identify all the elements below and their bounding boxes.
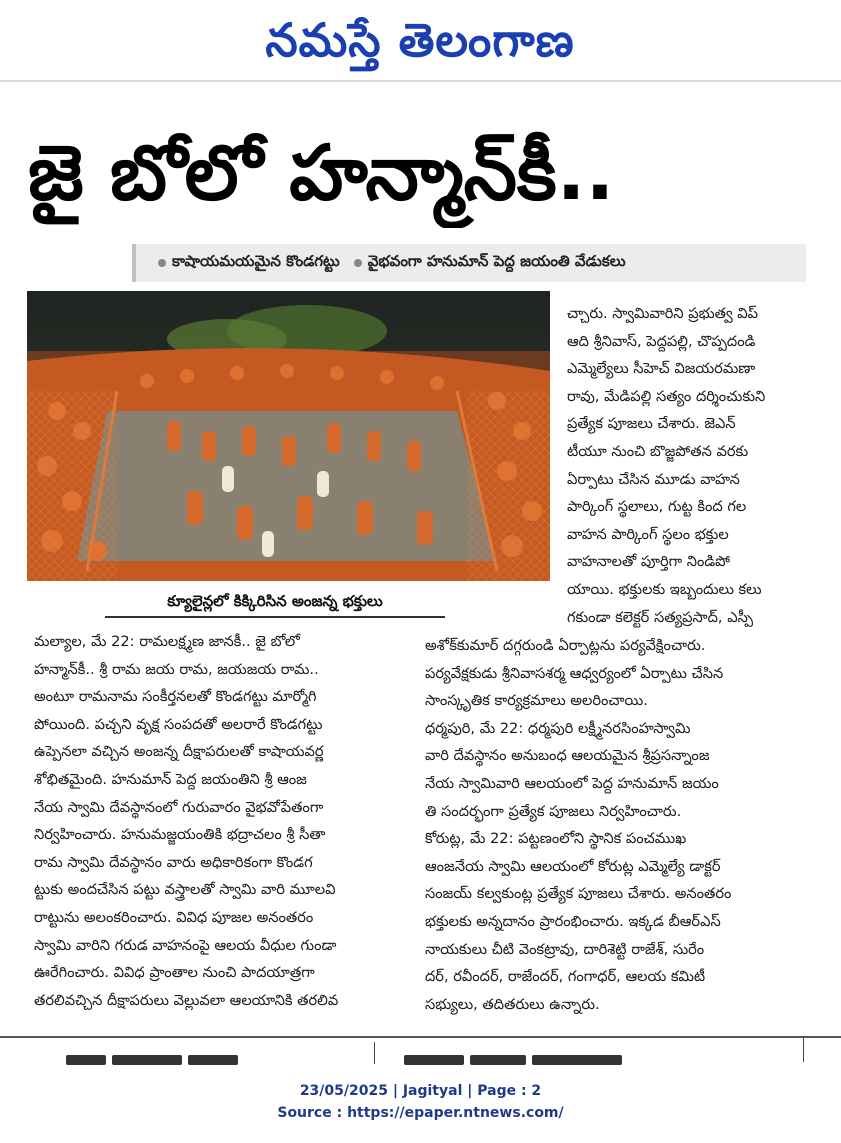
subhead-item: వైభవంగా హనుమాన్ పెద్ద జయంతి వేడుకలు: [367, 252, 626, 270]
article-line: హన్మాన్‌కీ.. శ్రీ రామ జయ రామ, జయజయ రామ..: [34, 660, 319, 678]
next-article-teaser: [404, 1050, 642, 1072]
article-line: వాహనాలతో పూర్తిగా నిండిపో: [567, 553, 730, 571]
news-photo: [27, 291, 550, 581]
bullet-icon: [354, 259, 362, 267]
article-line: పోయింది. పచ్చని వృక్ష సంపదతో అలరారే కొండగట్టు: [34, 715, 323, 733]
bullet-icon: [158, 259, 166, 267]
edition-info: 23/05/2025 | Jagityal | Page : 2: [299, 1083, 542, 1099]
subhead-item: కాషాయమయమైన కొండగట్టు: [172, 252, 340, 270]
article-line: పర్యవేక్షకుడు శ్రీనివాసశర్మ ఆధ్వర్యంలో ఏర్పాటు చేసిన: [425, 664, 724, 682]
article-line: ఆంజనేయ స్వామి ఆలయంలో కోరుట్ల ఎమ్మెల్యే డాక్టర్: [425, 857, 721, 875]
article-line: వారి దేవస్థానం అనుబంధ ఆలయమైన శ్రీప్రసన్నాంజ: [425, 747, 710, 765]
article-line: యాయి. భక్తులకు ఇబ్బందులు కలు: [567, 580, 762, 598]
article-line: శోభితమైంది. హనుమాన్ పెద్ద జయంతిని శ్రీ ఆంజ: [34, 770, 307, 788]
photo-caption: క్యూలైన్లలో కిక్కిరిసిన అంజన్న భక్తులు: [105, 592, 445, 618]
article-line: ఆది శ్రీనివాస్, పెద్దపల్లి, చొప్పదండి: [567, 332, 756, 350]
article-line: ప్రత్యేక పూజలు చేశారు. జెఎన్: [567, 415, 736, 433]
article-line: రామ స్వామి దేవస్థానం వారు అధికారికంగా కొండగ: [34, 853, 313, 871]
subheadline-bar: [132, 244, 806, 282]
article-line: ఎమ్మెల్యేలు సీహెచ్ విజయరమణా: [567, 360, 756, 378]
article-line: సభ్యులు, తదితరులు ఉన్నారు.: [425, 995, 600, 1013]
bottom-divider: [0, 1036, 841, 1038]
article-line: తరలివచ్చిన దీక్షాపరులు వెల్లువలా ఆలయానికి తరలివ: [34, 991, 339, 1009]
article-column-left: [34, 628, 414, 1014]
article-line: గకుండా కలెక్టర్ సత్యప్రసాద్, ఎస్పీ: [567, 608, 754, 626]
column-divider: [374, 1042, 375, 1064]
article-line: కోరుట్ల, మే 22: పట్టణంలోని స్థానిక పంచముఖ: [425, 830, 687, 848]
headline: జై బోలో హన్మాన్‌కీ..: [28, 128, 615, 217]
article-line: ధర్మపురి, మే 22: ధర్మపురి లక్ష్మీనరసింహస్వామి: [425, 719, 691, 737]
masthead-title: నమస్తే తెలంగాణ: [265, 13, 575, 67]
article-column-right-top: [567, 300, 813, 631]
article-line: మల్యాల, మే 22: రామలక్ష్మణ జానకీ.. జై బోలో: [34, 633, 300, 650]
next-article-teaser: [66, 1050, 246, 1072]
article-line: ట్టుకు అందచేసిన పట్టు వస్త్రాలతో స్వామి వారి మూలవి: [34, 881, 336, 899]
masthead-divider: [0, 80, 841, 82]
article-line: రాట్టును అలంకరించారు. వివిధ పూజల అనంతరం: [34, 908, 314, 926]
article-line: అశోక్‌కుమార్ దగ్గరుండి ఏర్పాట్లను పర్యవేక్షించారు.: [425, 637, 706, 654]
page-footer: [0, 1080, 841, 1124]
article-line: వాహన పార్కింగ్ స్థలం భక్తుల: [567, 525, 729, 543]
column-divider: [803, 1038, 804, 1062]
article-line: దర్, రవీందర్, రాజేందర్, గంగాధర్, ఆలయ కమిటీ: [425, 968, 706, 986]
article-line: స్వామి వారిని గరుడ వాహనంపై ఆలయ వీధుల గుండా: [34, 936, 337, 954]
article-line: సాంస్కృతిక కార్యక్రమాలు అలరించాయి.: [425, 692, 648, 710]
article-line: అంటూ రామనామ సంకీర్తనలతో కొండగట్టు మార్మోగి: [34, 688, 317, 706]
article-line: నిర్వహించారు. హనుమజ్జయంతికి భద్రాచలం శ్రీ సీతా: [34, 826, 326, 844]
article-line: ఏర్పాటు చేసిన మూడు వాహన: [567, 470, 740, 488]
article-line: టీయూ నుంచి బొజ్జపోతన వరకు: [567, 442, 749, 460]
article-line: నాయకులు చీటి వెంకట్రావు, దారిశెట్టి రాజేశ్, సురేం: [425, 940, 705, 958]
article-line: భక్తులకు అన్నదానం ప్రారంభించారు. ఇక్కడ బీఆర్ఎస్: [425, 912, 721, 930]
article-line: చ్చారు. స్వామివారిని ప్రభుత్వ విప్: [567, 305, 759, 322]
article-line: తి సందర్భంగా ప్రత్యేక పూజలు నిర్వహించారు.: [425, 802, 682, 820]
article-line: నేయ స్వామివారి ఆలయంలో పెద్ద హనుమాన్ జయం: [425, 774, 719, 792]
article-line: ఊరేగించారు. వివిధ ప్రాంతాల నుంచి పాదయాత్రగా: [34, 964, 315, 982]
article-line: నేయ స్వామి దేవస్థానంలో గురువారం వైభవోపేతంగా: [34, 798, 324, 816]
article-line: ఉప్పెనలా వచ్చిన అంజన్న దీక్షాపరులతో కాషాయవర్ణ: [34, 743, 324, 761]
article-line: పార్కింగ్ స్థలాలు, గుట్ట కింద గల: [567, 498, 747, 516]
article-line: రావు, మేడిపల్లి సత్యం దర్శించుకుని: [567, 387, 766, 405]
source-link[interactable]: Source : https://epaper.ntnews.com/: [277, 1105, 564, 1121]
article-column-right-bottom: [425, 632, 810, 1018]
article-line: సంజయ్ కల్వకుంట్ల ప్రత్యేక పూజలు చేశారు. అనంతరం: [425, 885, 732, 903]
